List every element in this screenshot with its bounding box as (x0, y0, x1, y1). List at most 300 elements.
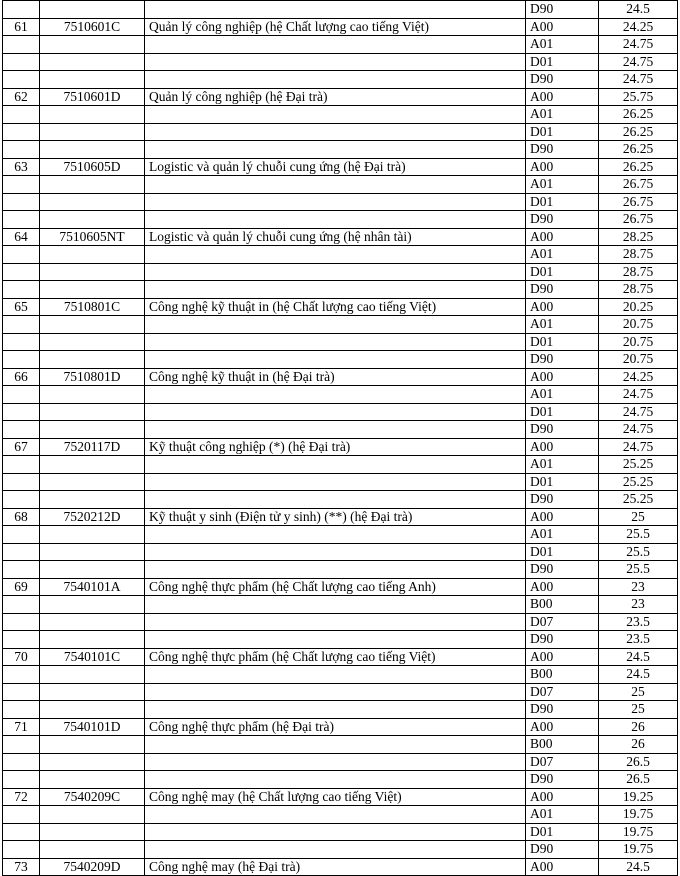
cutoff-score-cell: 25.25 (599, 473, 678, 491)
table-row (3, 473, 678, 491)
row-number-cell: 65 (3, 298, 40, 316)
cutoff-score-cell: 25.5 (599, 561, 678, 579)
program-name-cell (145, 736, 526, 754)
subject-combination-cell: D01 (526, 123, 599, 141)
program-name-cell (145, 823, 526, 841)
table-row (3, 193, 678, 211)
table-row (3, 1, 678, 19)
program-code-cell (40, 561, 145, 579)
program-name-cell (145, 473, 526, 491)
program-code-cell (40, 281, 145, 299)
program-code-cell (40, 141, 145, 159)
program-name-cell (145, 176, 526, 194)
subject-combination-cell: D07 (526, 613, 599, 631)
program-name-cell: Quản lý công nghiệp (hệ Đại trà) (145, 88, 526, 106)
program-name-cell: Kỹ thuật y sinh (Điện tử y sinh) (**) (hệ Đại trà) (145, 508, 526, 526)
row-number-cell (3, 281, 40, 299)
program-code-cell (40, 683, 145, 701)
cutoff-score-cell: 26 (599, 736, 678, 754)
program-name-cell (145, 71, 526, 89)
program-code-cell (40, 1, 145, 19)
row-number-cell (3, 71, 40, 89)
cutoff-score-cell: 26.25 (599, 123, 678, 141)
program-name-cell (145, 526, 526, 544)
table-row (3, 211, 678, 229)
table-row (3, 753, 678, 771)
program-name-cell (145, 596, 526, 614)
program-code-cell: 7510605NT (40, 228, 145, 246)
cutoff-score-cell: 25 (599, 508, 678, 526)
program-code-cell (40, 53, 145, 71)
program-name-cell: Quản lý công nghiệp (hệ Chất lượng cao tiếng Việt) (145, 18, 526, 36)
subject-combination-cell: D01 (526, 403, 599, 421)
program-name-cell (145, 683, 526, 701)
table-row (3, 53, 678, 71)
subject-combination-cell: D90 (526, 1, 599, 19)
admission-scores-table (2, 0, 678, 876)
program-name-cell (145, 666, 526, 684)
row-number-cell: 67 (3, 438, 40, 456)
table-row (3, 228, 678, 246)
table-row (3, 368, 678, 386)
table-row (3, 683, 678, 701)
table-row (3, 36, 678, 54)
cutoff-score-cell: 25.75 (599, 88, 678, 106)
program-name-cell (145, 36, 526, 54)
program-code-cell (40, 543, 145, 561)
program-code-cell: 7510601D (40, 88, 145, 106)
cutoff-score-cell: 26.75 (599, 211, 678, 229)
table-row (3, 806, 678, 824)
program-code-cell (40, 596, 145, 614)
program-code-cell (40, 386, 145, 404)
subject-combination-cell: A00 (526, 368, 599, 386)
subject-combination-cell: A00 (526, 228, 599, 246)
subject-combination-cell: B00 (526, 736, 599, 754)
program-code-cell (40, 211, 145, 229)
table-row (3, 18, 678, 36)
program-code-cell: 7510801D (40, 368, 145, 386)
row-number-cell (3, 1, 40, 19)
subject-combination-cell: D90 (526, 351, 599, 369)
program-code-cell (40, 631, 145, 649)
table-row (3, 246, 678, 264)
program-name-cell (145, 753, 526, 771)
table-row (3, 508, 678, 526)
program-name-cell (145, 403, 526, 421)
row-number-cell: 62 (3, 88, 40, 106)
cutoff-score-cell: 23 (599, 578, 678, 596)
table-row (3, 316, 678, 334)
program-code-cell (40, 246, 145, 264)
cutoff-score-cell: 24.75 (599, 386, 678, 404)
subject-combination-cell: A01 (526, 806, 599, 824)
cutoff-score-cell: 24.75 (599, 53, 678, 71)
table-row (3, 176, 678, 194)
row-number-cell (3, 263, 40, 281)
program-name-cell (145, 281, 526, 299)
row-number-cell (3, 176, 40, 194)
cutoff-score-cell: 26.75 (599, 193, 678, 211)
table-row (3, 771, 678, 789)
program-name-cell: Công nghệ kỹ thuật in (hệ Chất lượng cao tiếng Việt) (145, 298, 526, 316)
cutoff-score-cell: 19.75 (599, 806, 678, 824)
cutoff-score-cell: 20.25 (599, 298, 678, 316)
row-number-cell (3, 333, 40, 351)
program-name-cell: Công nghệ may (hệ Đại trà) (145, 858, 526, 876)
row-number-cell: 73 (3, 858, 40, 876)
program-name-cell: Công nghệ may (hệ Chất lượng cao tiếng Việt) (145, 788, 526, 806)
program-code-cell (40, 806, 145, 824)
row-number-cell: 66 (3, 368, 40, 386)
row-number-cell (3, 596, 40, 614)
subject-combination-cell: D90 (526, 771, 599, 789)
table-row (3, 841, 678, 859)
cutoff-score-cell: 20.75 (599, 316, 678, 334)
subject-combination-cell: B00 (526, 596, 599, 614)
row-number-cell: 69 (3, 578, 40, 596)
cutoff-score-cell: 25 (599, 683, 678, 701)
subject-combination-cell: D90 (526, 491, 599, 509)
program-code-cell: 7540209D (40, 858, 145, 876)
row-number-cell (3, 561, 40, 579)
row-number-cell (3, 123, 40, 141)
table-row (3, 333, 678, 351)
program-name-cell (145, 141, 526, 159)
program-name-cell (145, 561, 526, 579)
cutoff-score-cell: 25.5 (599, 526, 678, 544)
cutoff-score-cell: 25.5 (599, 543, 678, 561)
program-name-cell: Logistic và quản lý chuỗi cung ứng (hệ Đại trà) (145, 158, 526, 176)
program-name-cell (145, 246, 526, 264)
cutoff-score-cell: 26.25 (599, 158, 678, 176)
table-row (3, 386, 678, 404)
program-name-cell (145, 543, 526, 561)
table-row (3, 298, 678, 316)
subject-combination-cell: D90 (526, 71, 599, 89)
row-number-cell (3, 701, 40, 719)
row-number-cell (3, 456, 40, 474)
table-row (3, 421, 678, 439)
cutoff-score-cell: 20.75 (599, 333, 678, 351)
program-name-cell (145, 316, 526, 334)
row-number-cell (3, 806, 40, 824)
program-code-cell: 7540101A (40, 578, 145, 596)
table-row (3, 613, 678, 631)
subject-combination-cell: D01 (526, 263, 599, 281)
cutoff-score-cell: 24.75 (599, 421, 678, 439)
subject-combination-cell: B00 (526, 666, 599, 684)
program-code-cell: 7510801C (40, 298, 145, 316)
subject-combination-cell: D01 (526, 473, 599, 491)
table-row (3, 578, 678, 596)
subject-combination-cell: D90 (526, 701, 599, 719)
program-code-cell (40, 176, 145, 194)
cutoff-score-cell: 28.25 (599, 228, 678, 246)
program-name-cell: Công nghệ thực phẩm (hệ Chất lượng cao tiếng Việt) (145, 648, 526, 666)
program-code-cell (40, 421, 145, 439)
subject-combination-cell: A01 (526, 36, 599, 54)
program-code-cell (40, 526, 145, 544)
subject-combination-cell: A00 (526, 858, 599, 876)
subject-combination-cell: A00 (526, 158, 599, 176)
table-row (3, 596, 678, 614)
subject-combination-cell: A00 (526, 578, 599, 596)
program-code-cell: 7520117D (40, 438, 145, 456)
row-number-cell: 70 (3, 648, 40, 666)
program-name-cell: Kỹ thuật công nghiệp (*) (hệ Đại trà) (145, 438, 526, 456)
table-row (3, 701, 678, 719)
program-code-cell: 7510601C (40, 18, 145, 36)
row-number-cell (3, 666, 40, 684)
cutoff-score-cell: 26.75 (599, 176, 678, 194)
program-code-cell (40, 491, 145, 509)
row-number-cell (3, 316, 40, 334)
table-row (3, 158, 678, 176)
row-number-cell (3, 613, 40, 631)
row-number-cell (3, 193, 40, 211)
row-number-cell (3, 53, 40, 71)
program-code-cell (40, 771, 145, 789)
row-number-cell (3, 753, 40, 771)
program-code-cell (40, 473, 145, 491)
subject-combination-cell: A00 (526, 298, 599, 316)
cutoff-score-cell: 26 (599, 718, 678, 736)
table-body (3, 1, 678, 876)
program-name-cell: Logistic và quản lý chuỗi cung ứng (hệ nhân tài) (145, 228, 526, 246)
program-code-cell (40, 701, 145, 719)
cutoff-score-cell: 24.5 (599, 648, 678, 666)
subject-combination-cell: A01 (526, 386, 599, 404)
table-row (3, 438, 678, 456)
subject-combination-cell: A00 (526, 18, 599, 36)
table-row (3, 123, 678, 141)
program-name-cell (145, 211, 526, 229)
row-number-cell (3, 141, 40, 159)
cutoff-score-cell: 24.25 (599, 368, 678, 386)
row-number-cell: 61 (3, 18, 40, 36)
program-code-cell (40, 403, 145, 421)
row-number-cell (3, 403, 40, 421)
subject-combination-cell: D90 (526, 141, 599, 159)
program-code-cell (40, 841, 145, 859)
program-name-cell (145, 386, 526, 404)
program-code-cell (40, 123, 145, 141)
cutoff-score-cell: 24.75 (599, 438, 678, 456)
row-number-cell (3, 683, 40, 701)
program-name-cell: Công nghệ thực phẩm (hệ Đại trà) (145, 718, 526, 736)
subject-combination-cell: A00 (526, 788, 599, 806)
row-number-cell: 72 (3, 788, 40, 806)
subject-combination-cell: D90 (526, 281, 599, 299)
row-number-cell (3, 246, 40, 264)
program-code-cell (40, 351, 145, 369)
table-row (3, 666, 678, 684)
table-row (3, 106, 678, 124)
program-code-cell (40, 666, 145, 684)
program-code-cell (40, 823, 145, 841)
program-name-cell (145, 1, 526, 19)
row-number-cell (3, 823, 40, 841)
subject-combination-cell: A00 (526, 648, 599, 666)
row-number-cell (3, 211, 40, 229)
subject-combination-cell: A01 (526, 106, 599, 124)
subject-combination-cell: A01 (526, 176, 599, 194)
table-row (3, 561, 678, 579)
subject-combination-cell: A01 (526, 526, 599, 544)
row-number-cell (3, 473, 40, 491)
subject-combination-cell: A01 (526, 246, 599, 264)
row-number-cell (3, 491, 40, 509)
subject-combination-cell: D07 (526, 753, 599, 771)
subject-combination-cell: A00 (526, 718, 599, 736)
cutoff-score-cell: 25.25 (599, 456, 678, 474)
subject-combination-cell: D01 (526, 53, 599, 71)
cutoff-score-cell: 19.75 (599, 841, 678, 859)
program-name-cell (145, 631, 526, 649)
table-row (3, 141, 678, 159)
program-code-cell (40, 71, 145, 89)
table-row (3, 788, 678, 806)
program-code-cell: 7510605D (40, 158, 145, 176)
program-name-cell (145, 841, 526, 859)
cutoff-score-cell: 24.75 (599, 71, 678, 89)
cutoff-score-cell: 25 (599, 701, 678, 719)
cutoff-score-cell: 24.25 (599, 18, 678, 36)
subject-combination-cell: D90 (526, 841, 599, 859)
program-name-cell (145, 106, 526, 124)
program-name-cell (145, 53, 526, 71)
program-code-cell (40, 193, 145, 211)
cutoff-score-cell: 24.75 (599, 403, 678, 421)
program-code-cell (40, 316, 145, 334)
program-name-cell (145, 263, 526, 281)
table-row (3, 736, 678, 754)
row-number-cell (3, 543, 40, 561)
cutoff-score-cell: 19.25 (599, 788, 678, 806)
subject-combination-cell: D01 (526, 193, 599, 211)
subject-combination-cell: D01 (526, 823, 599, 841)
row-number-cell: 68 (3, 508, 40, 526)
subject-combination-cell: A00 (526, 438, 599, 456)
cutoff-score-cell: 20.75 (599, 351, 678, 369)
subject-combination-cell: D01 (526, 543, 599, 561)
table-row (3, 71, 678, 89)
program-code-cell (40, 106, 145, 124)
row-number-cell (3, 106, 40, 124)
program-code-cell: 7540101C (40, 648, 145, 666)
cutoff-score-cell: 24.5 (599, 1, 678, 19)
row-number-cell (3, 36, 40, 54)
cutoff-score-cell: 23.5 (599, 631, 678, 649)
cutoff-score-cell: 26.25 (599, 106, 678, 124)
cutoff-score-cell: 26.25 (599, 141, 678, 159)
program-name-cell (145, 333, 526, 351)
program-name-cell: Công nghệ kỹ thuật in (hệ Đại trà) (145, 368, 526, 386)
program-name-cell (145, 613, 526, 631)
table-row (3, 281, 678, 299)
program-code-cell (40, 36, 145, 54)
program-code-cell: 7540209C (40, 788, 145, 806)
row-number-cell (3, 526, 40, 544)
program-name-cell (145, 701, 526, 719)
program-name-cell (145, 351, 526, 369)
subject-combination-cell: A01 (526, 316, 599, 334)
table-row (3, 491, 678, 509)
row-number-cell (3, 351, 40, 369)
cutoff-score-cell: 24.5 (599, 666, 678, 684)
program-name-cell (145, 421, 526, 439)
table-row (3, 88, 678, 106)
table-row (3, 858, 678, 876)
table-row (3, 456, 678, 474)
program-code-cell: 7540101D (40, 718, 145, 736)
cutoff-score-cell: 28.75 (599, 281, 678, 299)
row-number-cell (3, 421, 40, 439)
program-name-cell (145, 456, 526, 474)
program-code-cell (40, 736, 145, 754)
table-row (3, 403, 678, 421)
table-row (3, 263, 678, 281)
row-number-cell: 64 (3, 228, 40, 246)
subject-combination-cell: D07 (526, 683, 599, 701)
program-name-cell (145, 193, 526, 211)
subject-combination-cell: D90 (526, 561, 599, 579)
subject-combination-cell: A01 (526, 456, 599, 474)
row-number-cell: 63 (3, 158, 40, 176)
row-number-cell (3, 386, 40, 404)
subject-combination-cell: D90 (526, 631, 599, 649)
program-code-cell (40, 263, 145, 281)
program-name-cell (145, 806, 526, 824)
cutoff-score-cell: 28.75 (599, 246, 678, 264)
program-code-cell (40, 333, 145, 351)
table-row (3, 543, 678, 561)
program-name-cell (145, 771, 526, 789)
subject-combination-cell: D90 (526, 211, 599, 229)
row-number-cell (3, 736, 40, 754)
cutoff-score-cell: 24.75 (599, 36, 678, 54)
cutoff-score-cell: 25.25 (599, 491, 678, 509)
cutoff-score-cell: 19.75 (599, 823, 678, 841)
row-number-cell: 71 (3, 718, 40, 736)
subject-combination-cell: D90 (526, 421, 599, 439)
row-number-cell (3, 631, 40, 649)
subject-combination-cell: D01 (526, 333, 599, 351)
program-code-cell (40, 753, 145, 771)
cutoff-score-cell: 26.5 (599, 753, 678, 771)
cutoff-score-cell: 24.5 (599, 858, 678, 876)
program-code-cell (40, 613, 145, 631)
program-name-cell: Công nghệ thực phẩm (hệ Chất lượng cao tiếng Anh) (145, 578, 526, 596)
program-code-cell: 7520212D (40, 508, 145, 526)
table-row (3, 526, 678, 544)
row-number-cell (3, 771, 40, 789)
row-number-cell (3, 841, 40, 859)
cutoff-score-cell: 23.5 (599, 613, 678, 631)
table-row (3, 648, 678, 666)
cutoff-score-cell: 23 (599, 596, 678, 614)
table-row (3, 718, 678, 736)
table-row (3, 351, 678, 369)
program-code-cell (40, 456, 145, 474)
subject-combination-cell: A00 (526, 88, 599, 106)
cutoff-score-cell: 26.5 (599, 771, 678, 789)
program-name-cell (145, 123, 526, 141)
subject-combination-cell: A00 (526, 508, 599, 526)
table-row (3, 823, 678, 841)
program-name-cell (145, 491, 526, 509)
